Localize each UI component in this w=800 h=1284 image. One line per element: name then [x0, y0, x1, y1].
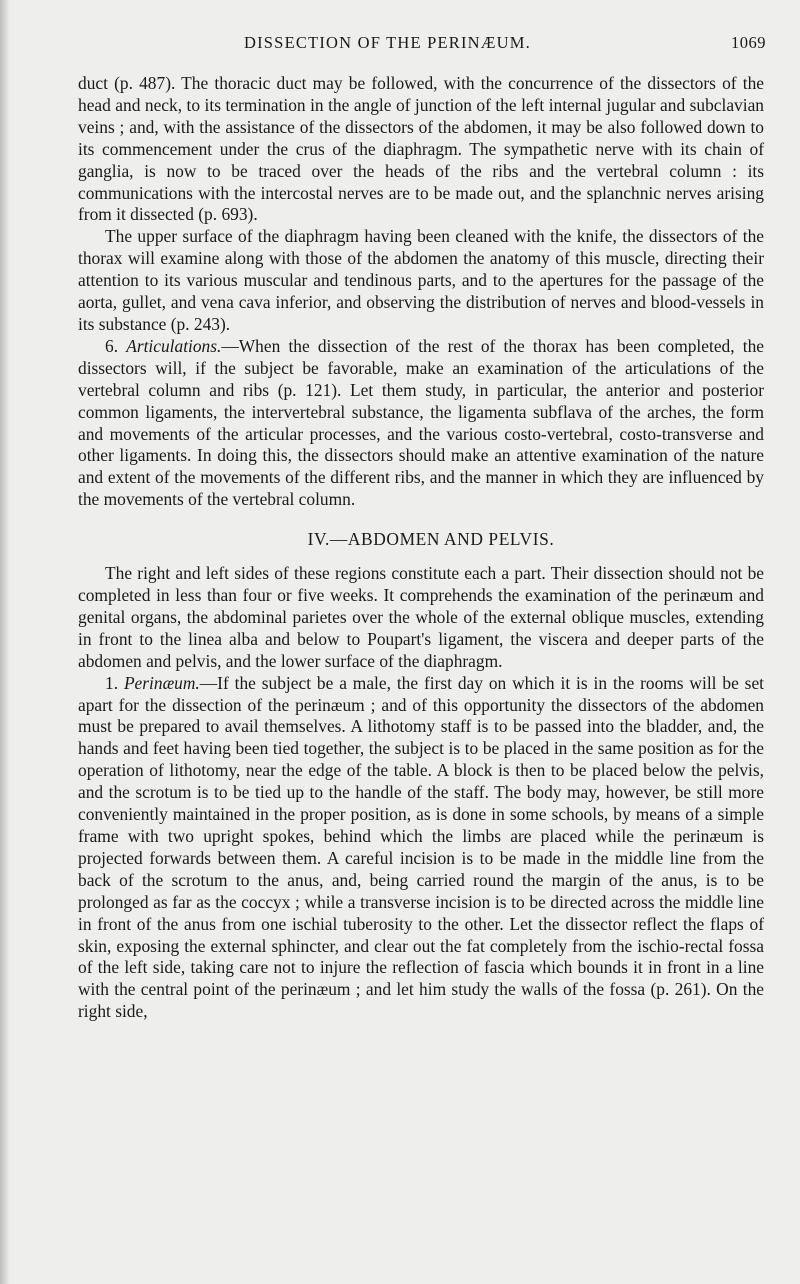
paragraph-diaphragm	[78, 226, 764, 336]
page-number: 1069	[731, 33, 766, 52]
item-number: 6.	[105, 335, 119, 356]
item-heading: Perinæum.	[123, 672, 200, 693]
running-head-title: DISSECTION OF THE PERINÆUM.	[244, 33, 531, 52]
body-text	[78, 73, 764, 1023]
paragraph-text: duct (p. 487). The thoracic duct may be followed, with the concurrence of the dissectors of the head and neck, to its termination in the angle of junction of the left internal jugular and subclavian veins ; and, with the assistance of the dissectors of the abdomen, it may be also followed down to its commencement under the crus of the diaphragm. The sympathetic nerve with its chain of ganglia, is now to be traced over the heads of the ribs and the vertebral column : its communications with the intercostal nerves are to be made out, and the splanchnic nerves arising from it dissected (p. 693).	[78, 73, 764, 225]
section-heading	[78, 528, 764, 550]
paragraph-regions	[78, 563, 764, 673]
paragraph-text: —When the dissection of the rest of the thorax has been completed, the dissectors will, if the subject be favorable, make an examination of the articulations of the vertebral column and ribs (p. 121). Let them study, in particular, the anterior and posterior common ligaments, the intervertebral substance, the ligamenta subflava of the arches, the form and movements of the articular processes, and the various costo-vertebral, costo-transverse and other ligaments. In doing this, the dissectors should make an attentive examination of the nature and extent of the movements of the different ribs, and the manner in which they are influenced by the movements of the vertebral column.	[78, 335, 764, 510]
paragraph-perinaeum	[78, 673, 764, 1024]
item-number: 1.	[105, 672, 119, 693]
section-heading-text: IV.—ABDOMEN AND PELVIS.	[307, 529, 555, 550]
paragraph-thoracic-duct	[78, 73, 764, 226]
running-head	[78, 33, 768, 55]
paragraph-text: The right and left sides of these regions constitute each a part. Their dissection should not be completed in less than four or five weeks. It comprehends the examination of the perinæum and genital organs, the abdominal parietes over the whole of the external oblique muscles, extending in front to the linea alba and below to Poupart's ligament, the viscera and deeper parts of the abdomen and pelvis, and the lower surface of the diaphragm.	[78, 563, 764, 671]
paragraph-text: The upper surface of the diaphragm having been cleaned with the knife, the dissectors of the thorax will examine along with those of the abdomen the anatomy of this muscle, directing their attention to its various muscular and tendinous parts, and to the apertures for the passage of the aorta, gullet, and vena cava inferior, and observing the distribution of nerves and blood-vessels in its substance (p. 243).	[78, 226, 764, 334]
paragraph-articulations	[78, 336, 764, 511]
paragraph-text: —If the subject be a male, the first day on which it is in the rooms will be set apart for the dissection of the perinæum ; and of this opportunity the dissectors of the abdomen must be prepared to avail themselves. A lithotomy staff is to be passed into the bladder, and, the hands and feet having been tied together, the subject is to be placed in the same position as for the operation of lithotomy, near the edge of the table. A block is then to be placed below the pelvis, and the scrotum is to be tied up to the handle of the staff. The body may, however, be still more conveniently maintained in the proper position, as is done in some schools, by means of a simple frame with two upright spokes, behind which the limbs are placed while the perinæum is projected forwards between them. A careful incision is to be made in the middle line from the back of the scrotum to the anus, and, being carried round the margin of the anus, is to be prolonged as far as the coccyx ; while a transverse incision is to be directed across the middle line in front of the anus from one ischial tuberosity to the other. Let the dissector reflect the flaps of skin, exposing the external sphincter, and clear out the fat completely from the ischio-rectal fossa of the left side, taking care not to injure the reflection of fascia which bounds it in front in a line with the central point of the perinæum ; and let him study the walls of the fossa (p. 261). On the right side,	[78, 672, 764, 1022]
item-heading: Articulations.	[126, 335, 222, 356]
